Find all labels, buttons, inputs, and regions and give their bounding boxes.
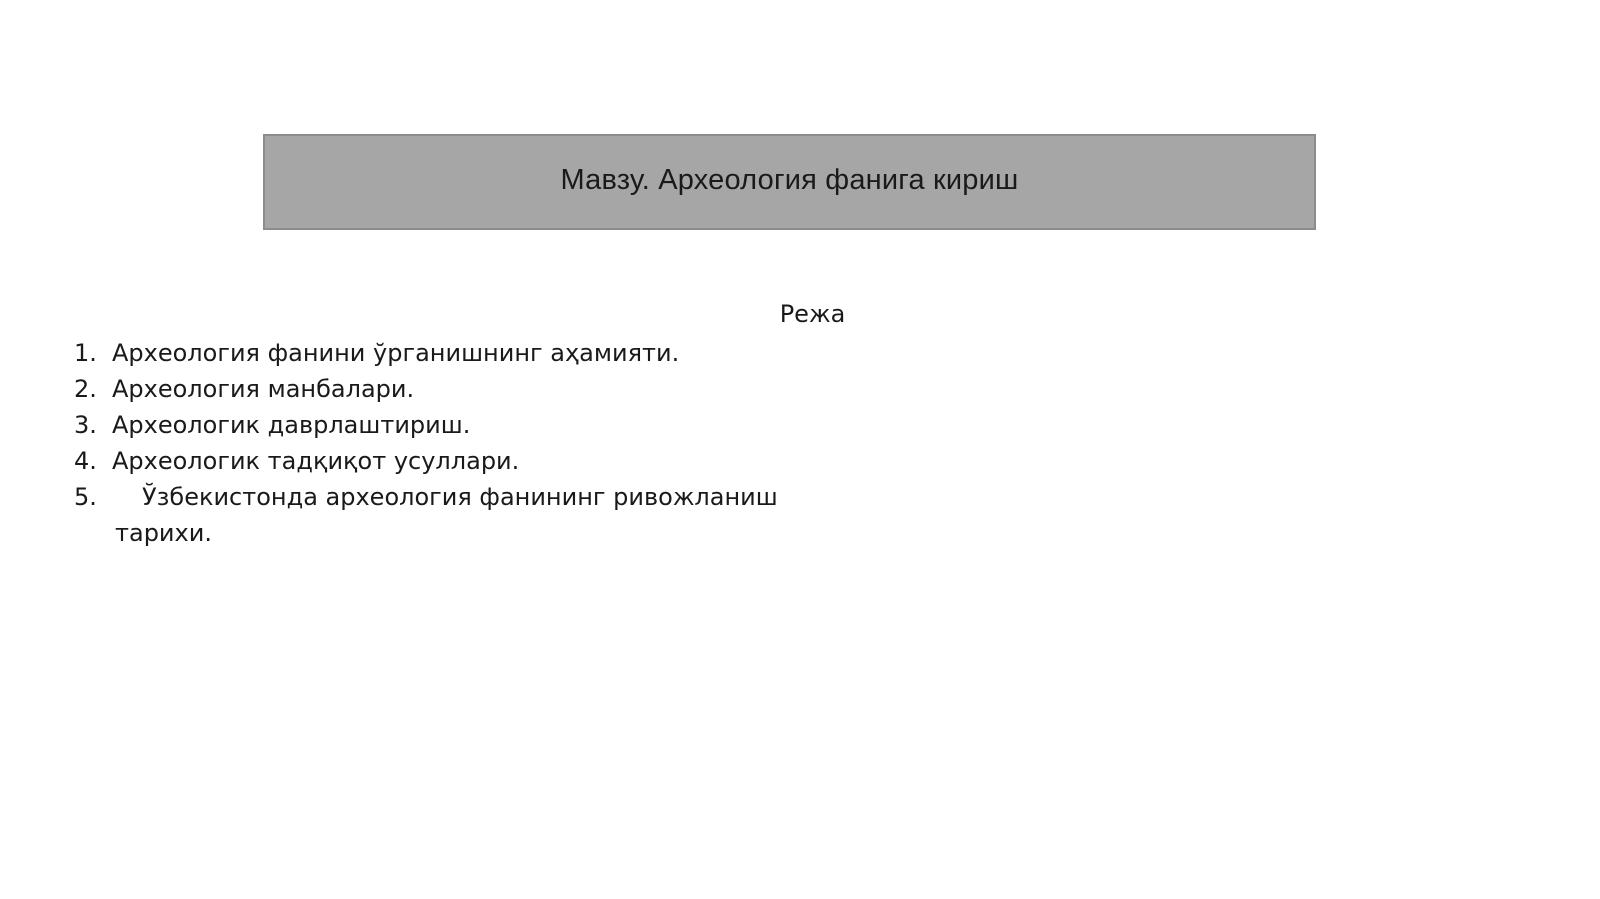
list-item-text: Археологик даврлаштириш. xyxy=(112,411,471,439)
slide-title: Мавзу. Археология фанига кириш xyxy=(560,164,1019,196)
list-item-number: 4. xyxy=(74,447,97,475)
plan-heading: Режа xyxy=(779,300,846,328)
list-item-text: Археология фанини ўрганишнинг аҳамияти. xyxy=(112,339,680,367)
list-item-text: Археология манбалари. xyxy=(112,375,415,403)
list-item xyxy=(74,335,794,371)
list-item xyxy=(74,407,794,443)
list-item xyxy=(74,443,794,479)
list-item-text: Археологик тадқиқот усуллари. xyxy=(112,447,520,475)
list-item-text: Ўзбекистонда археология фанининг ривожланиш xyxy=(142,483,778,511)
list-item-number: 2. xyxy=(74,375,97,403)
list-item-number: 5. xyxy=(74,483,97,511)
list-item-text-continued: тарихи. xyxy=(115,519,212,547)
list-item xyxy=(74,371,794,407)
title-box xyxy=(263,134,1316,230)
list-item-number: 1. xyxy=(74,339,97,367)
plan-list xyxy=(74,335,794,551)
list-item xyxy=(74,479,794,551)
list-item-number: 3. xyxy=(74,411,97,439)
